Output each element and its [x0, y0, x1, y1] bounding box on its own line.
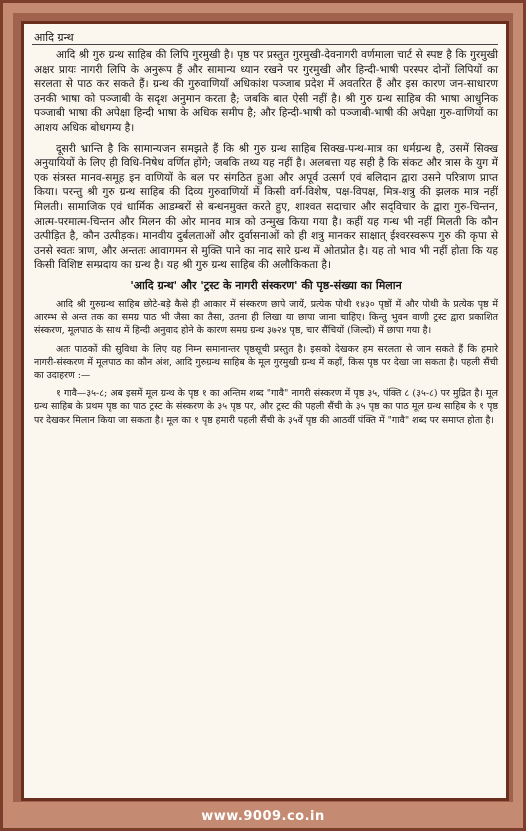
paragraph-page-count: आदि श्री गुरुग्रन्थ साहिब छोटे-बड़े कैसे ही आकार में संस्करण छापे जायें, प्रत्येक पोथी १४३० पृष्ठों में और पोथी के प्रत्येक पृष्ठ में आरम्भ से अन्त तक का समग्र पाठ भी जैसा का तैसा, उतना ही लिखा या छापा जाना चाहिए। किन्तु भुवन वाणी ट्रस्ट द्वारा प्रकाशित संस्करण, मूलपाठ के साथ में हिन्दी अनुवाद होने के कारण समग्र ग्रन्थ ३७२४ पृष्ठ, चार सैंचियों (जिल्दों) में छापा गया है।	[34, 298, 498, 337]
section-heading: 'आदि ग्रन्थ' और 'ट्रस्ट के नागरी संस्करण' की पृष्ठ-संख्या का मिलान	[130, 278, 402, 292]
paragraph-misconception: दूसरी भ्रान्ति है कि सामान्यजन समझते हैं कि श्री गुरु ग्रन्थ साहिब सिक्ख-पन्थ-मात्र का धर्मग्रन्थ है, उसमें सिक्ख अनुयायियों के लिए ही विधि-निषेध वर्णित होंगे; जबकि तथ्य यह नहीं है। अलबत्ता यह सही है कि संकट और त्रास के युग में एक संत्रस्त मानव-समूह इन वाणियों के बल पर संगठित हुआ और अपूर्व उत्सर्ग एवं बलिदान द्वारा उसने परित्राण प्राप्त किया। परन्तु श्री गुरु ग्रन्थ साहिब की दिव्य गुरुवाणियों में किसी वर्ग-विशेष, पक्ष-विपक्ष, मित्र-शत्रु की झलक मात्र नहीं मिलती। सामाजिक एवं धार्मिक आडम्बरों से बन्धनमुक्त करते हुए, शाश्वत सदाचार और सद्‌विचार के द्वारा गुरु-चिन्तन, आत्म-परमात्म-चिन्तन और मिलन की ओर मानव मात्र को उन्मुख किया गया है। कहीं यह गन्ध भी नहीं मिलती कि कौन उत्पीड़ित है, कौन उत्पीड़क। मानवीय दुर्बलताओं और दुर्वासनाओं को ही शत्रु मानकर साक्षात् ईश्वरस्वरूप गुरु की कृपा से उनसे स्वतः त्राण, और अन्ततः आवागमन से मुक्ति पाने का नाद सारे ग्रन्थ में ओतप्रोत है। यह तो भाव भी नहीं होता कि यह किसी विशिष्ट सम्प्रदाय का ग्रन्थ है। यह श्री गुरु ग्रन्थ साहिब की अलौकिकता है।	[34, 142, 498, 272]
paragraph-example: १ गावै—३५-८; अब इसमें मूल ग्रन्थ के पृष्ठ १ का अन्तिम शब्द "गावै" नागरी संस्करण में पृष्ठ ३५, पंक्ति ८ (३५-८) पर मुद्रित है। मूल ग्रन्थ साहिब के प्रथम पृष्ठ का पाठ ट्रस्ट के संस्करण के ३५ पृष्ठ पर, और ट्रस्ट की पहली सैंची के ३५ पृष्ठ का पाठ मूल ग्रन्थ साहिब के १ पृष्ठ पर देखकर मिलान किया जा सकता है। मूल का १ पृष्ठ हमारी पहली सैंची के ३५वें पृष्ठ की आठवीं पंक्ति में "गावै" शब्द पर समाप्त होता है।	[34, 388, 498, 426]
paragraph-script: आदि श्री गुरु ग्रन्थ साहिब की लिपि गुरमुखी है। पृष्ठ पर प्रस्तुत गुरमुखी-देवनागरी वर्णमाला चार्ट से स्पष्ट है कि गुरमुखी अक्षर प्रायः नागरी लिपि के अनुरूप हैं और सामान्य ध्यान रखने पर गुरमुखी और हिन्दी-भाषी परस्पर दोनों लिपियों का सरलता से पाठ कर सकते हैं। ग्रन्थ की गुरुवाणियाँ अधिकांश पञ्जाब प्रदेश में अवतरित हैं और इस कारण जन-साधारण उनकी भाषा को पञ्जाबी के सदृश अनुमान करता है; जबकि बात ऐसी नहीं है। श्री गुरु ग्रन्थ साहिब की भाषा आधुनिक पञ्जाबी भाषा की अपेक्षा हिन्दी भाषा के अधिक समीप है; और हिन्दी-भाषी को पञ्जाबी-भाषी की अपेक्षा गुरु-वाणियों का आशय अधिक बोधगम्य है।	[34, 49, 498, 134]
watermark-footer: www.9009.co.in	[201, 809, 325, 824]
document-body	[34, 48, 498, 432]
header-divider	[32, 44, 498, 45]
running-title: आदि ग्रन्थ	[34, 31, 74, 44]
document-page	[21, 21, 509, 801]
paragraph-index-note: अतः पाठकों की सुविधा के लिए यह निम्न समानान्तर पृष्ठसूची प्रस्तुत है। इसको देखकर हम सरलता से जान सकते हैं कि हमारे नागरी-संस्करण में मूलपाठ का कौन अंश, आदि गुरुग्रन्थ साहिब के मूल गुरमुखी ग्रन्थ में कहाँ, किस पृष्ठ पर देखा जा सकता है। पहली सैंची का उदाहरण :—	[34, 343, 498, 381]
